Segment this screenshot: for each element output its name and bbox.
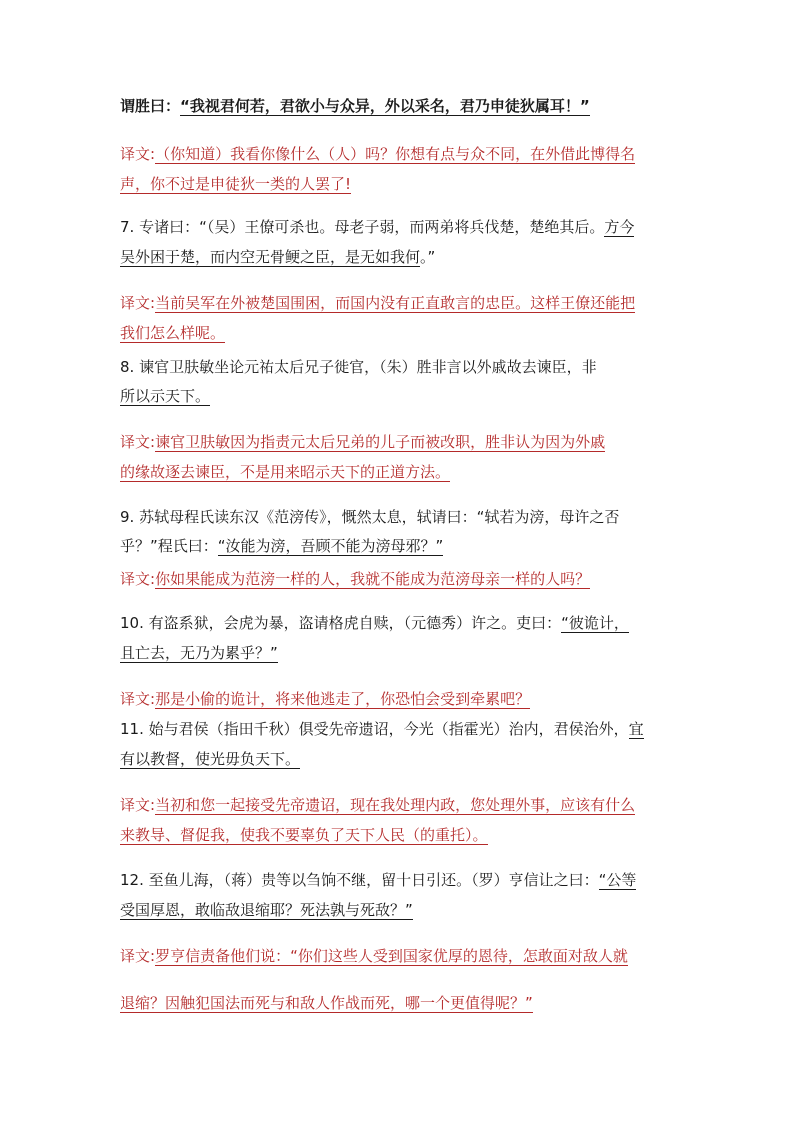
text-underlined: 受国厚恩，敢临敌退缩耶？死法孰与死敌？”: [120, 901, 413, 919]
text-plain: 乎？”程氏曰：: [120, 537, 218, 555]
source-line: [120, 642, 278, 664]
translation-line: [120, 824, 488, 846]
text-underlined: 我们怎么样呢。: [120, 324, 226, 342]
translation-label: 译文:: [120, 796, 156, 814]
translation-line: [120, 292, 635, 314]
text-underlined: 你如果能成为范滂一样的人，我就不能成为范滂母亲一样的人吗？: [155, 570, 591, 588]
text-underlined: 罗亨信责备他们说：“你们这些人受到国家优厚的恩待，怎敢面对敌人就: [155, 947, 628, 965]
translation-label: 译文:: [120, 433, 156, 451]
translation-line: [120, 431, 605, 453]
source-line: [120, 899, 413, 921]
translation-line: [120, 173, 351, 195]
text-plain: 11. 始与君侯（指田千秋）俱受先帝遗诏，今光（指霍光）治内，君侯治外，: [120, 720, 629, 738]
text-underlined: 方今: [604, 218, 635, 236]
text-underlined: 谏官卫肤敏因为指责元太后兄弟的儿子而被改职，胜非认为因为外戚: [155, 433, 606, 451]
translation-line: [120, 568, 590, 590]
translation-line: [120, 461, 450, 483]
translation-label: 译文:: [120, 294, 156, 312]
text-plain: 8. 谏官卫肤敏坐论元祐太后兄子徙官，（朱）胜非言以外戚故去谏臣，非: [120, 358, 597, 376]
translation-line: [120, 945, 628, 967]
text-underlined: 宜: [628, 720, 644, 738]
text-plain: 12. 至鱼儿海，（蒋）贵等以刍饷不继，留十日引还。（罗）亨信让之曰：: [120, 871, 599, 889]
translation-line: [120, 688, 530, 710]
text-plain: 7. 专诸曰：“（吴）王僚可杀也。母老子弱，而两弟将兵伐楚，楚绝其后。: [120, 218, 605, 236]
text-underlined: 且亡去，无乃为累乎？”: [120, 644, 278, 662]
text-plain: 10. 有盗系狱，会虎为暴，盗请格虎自赎，（元德秀）许之。吏曰：: [120, 614, 562, 632]
translation-label: 译文:: [120, 570, 156, 588]
text-underlined: 来教导、督促我，使我不要辜负了天下人民（的重托）。: [120, 826, 488, 844]
text-underlined: 当前吴军在外被楚国围困，而国内没有正直敢言的忠臣。这样王僚还能把: [155, 294, 636, 312]
text-underlined: 吴外困于楚，而内空无骨鲠之臣，是无如我何: [120, 248, 421, 266]
text-underlined: 声，你不过是申徒狄一类的人罢了!: [120, 175, 352, 193]
source-line: [120, 356, 597, 378]
text-underlined: 所以示天下。: [120, 387, 211, 405]
source-line: [120, 216, 634, 238]
text-underlined: “我视君何若，君欲小与众异，外以采名，君乃申徒狄属耳！”: [180, 97, 590, 115]
text-underlined: （你知道）我看你像什么（人）吗？你想有点与众不同，在外借此博得名: [155, 145, 636, 163]
source-line: [120, 718, 644, 740]
source-line: [120, 246, 435, 268]
text-underlined: 当初和您一起接受先帝遗诏，现在我处理内政，您处理外事，应该有什么: [155, 796, 636, 814]
text-underlined: 的缘故逐去谏臣，不是用来昭示天下的正道方法。: [120, 463, 451, 481]
source-line: [120, 506, 619, 528]
translation-label: 译文:: [120, 690, 156, 708]
source-line: [120, 612, 629, 634]
text-underlined: “公等: [598, 871, 637, 889]
text-underlined: “彼诡计，: [561, 614, 629, 632]
translation-label: 译文:: [120, 145, 156, 163]
text-underlined: 那是小偷的诡计，将来他逃走了，你恐怕会受到牵累吧？: [155, 690, 531, 708]
source-line: [120, 748, 300, 770]
text-underlined: 退缩？因触犯国法而死与和敌人作战而死，哪一个更值得呢？”: [120, 994, 533, 1012]
source-line: [120, 535, 443, 557]
text-underlined: “汝能为滂，吾顾不能为滂母邪？”: [217, 537, 444, 555]
translation-line: [120, 794, 635, 816]
translation-line: [120, 992, 533, 1014]
source-line: [120, 385, 210, 407]
text-plain: 。”: [420, 248, 436, 266]
source-line: [120, 95, 590, 117]
text-underlined: 有以教督，使光毋负天下。: [120, 750, 301, 768]
translation-line: [120, 322, 225, 344]
source-line: [120, 869, 636, 891]
translation-label: 译文:: [120, 947, 156, 965]
text-plain: 9. 苏轼母程氏读东汉《范滂传》，慨然太息，轼请曰：“轼若为滂，母许之否: [120, 508, 620, 526]
text-plain: 谓胜曰：: [120, 97, 181, 115]
translation-line: [120, 143, 635, 165]
